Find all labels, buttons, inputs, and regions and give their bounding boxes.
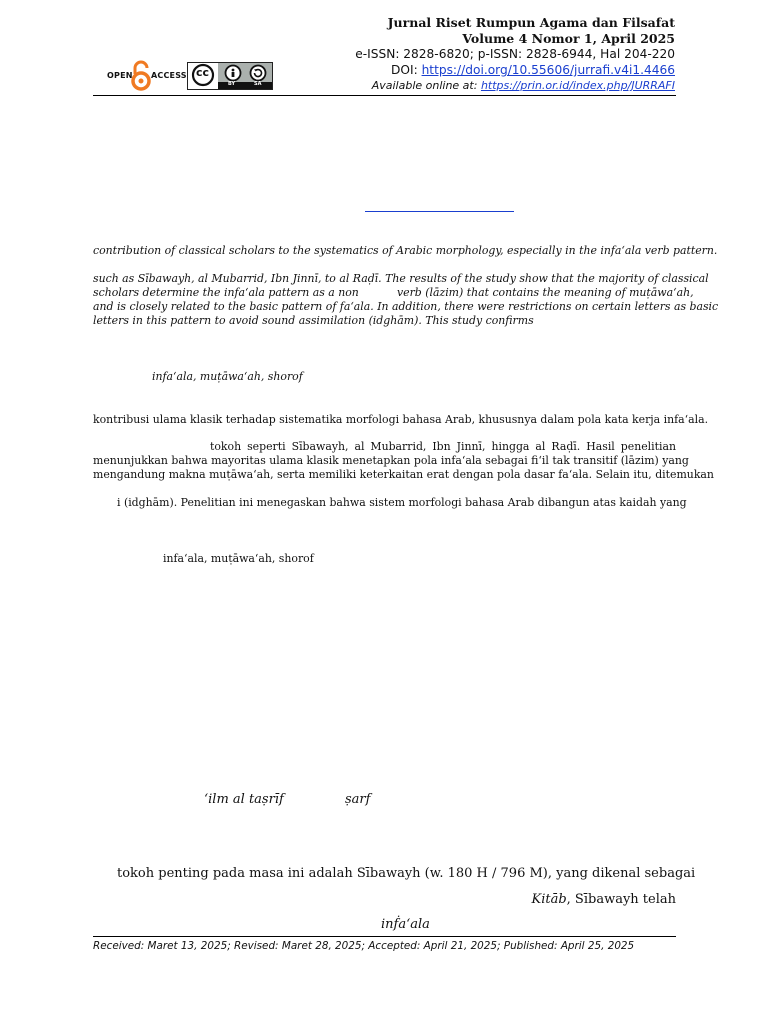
abstract-id-line-3: menunjukkan bahwa mayoritas ulama klasik menetapkan pola infa‘ala sebagai fi‘il tak transitif (lāzim) yang bbox=[93, 454, 689, 467]
term-ilm-al-tasrif: ‘ilm al taṣrīf bbox=[204, 792, 284, 807]
available-line bbox=[372, 79, 675, 92]
journal-title: Jurnal Riset Rumpun Agama dan Filsafat bbox=[387, 15, 675, 30]
body-line-1: tokoh penting pada masa ini adalah Sībawayh (w. 180 H / 796 M), yang dikenal sebagai bbox=[117, 866, 696, 881]
abstract-id-line-2: tokoh seperti Sībawayh, al Mubarrid, Ibn Jinnī, hingga al Raḍī. Hasil penelitian bbox=[210, 440, 676, 453]
abstract-en-line-3b: verb (lāzim) that contains the meaning of muṭāwa‘ah, bbox=[397, 286, 694, 299]
keywords-en: infa‘ala, muṭāwa‘ah, shorof bbox=[152, 370, 303, 383]
abstract-en-line-3a: scholars determine the infa‘ala pattern as a non bbox=[93, 286, 359, 299]
by-text: BY bbox=[228, 81, 236, 87]
body-line-2-rest: , Sībawayh telah bbox=[566, 892, 676, 907]
journal-issn: e-ISSN: 2828-6820; p-ISSN: 2828-6944, Hal 204-220 bbox=[355, 47, 675, 61]
abstract-en-line-1: contribution of classical scholars to the systematics of Arabic morphology, especially in the infa‘ala verb pattern. bbox=[93, 244, 718, 257]
journal-volume: Volume 4 Nomor 1, April 2025 bbox=[462, 31, 675, 46]
cc-text: cc bbox=[196, 66, 210, 79]
abstract-id-line-1: kontribusi ulama klasik terhadap sistematika morfologi bahasa Arab, khususnya dalam pola kata kerja infa‘ala. bbox=[93, 413, 709, 426]
open-lock-icon bbox=[130, 60, 152, 92]
share-alike-icon bbox=[251, 66, 266, 81]
abstract-en-line-3 bbox=[93, 286, 694, 300]
doi-link[interactable]: https://doi.org/10.55606/jurrafi.v4i1.4466 bbox=[421, 63, 675, 77]
doi-line bbox=[391, 63, 675, 77]
keywords-id: infa‘ala, muṭāwa‘ah, shorof bbox=[163, 552, 314, 565]
abstract-en-line-5: letters in this pattern to avoid sound assimilation (idghām). This study confirms bbox=[93, 314, 534, 327]
term-sarf: ṣarf bbox=[345, 792, 371, 807]
abstract-id-line-5: i (idghām). Penelitian ini menegaskan bahwa sistem morfologi bahasa Arab dibangun atas kaidah yang bbox=[117, 496, 687, 509]
access-text: ACCESS bbox=[151, 71, 187, 80]
email-underline bbox=[365, 211, 514, 212]
received-dates: Received: Maret 13, 2025; Revised: Maret 28, 2025; Accepted: April 21, 2025; Published: April 25, 2025 bbox=[93, 940, 635, 952]
header-rule bbox=[93, 95, 676, 96]
abstract-en-line-4: and is closely related to the basic pattern of fa‘ala. In addition, there were restrictions on certain letters as basic bbox=[93, 300, 719, 313]
open-text: OPEN bbox=[107, 71, 133, 80]
available-label: Available online at: bbox=[371, 79, 481, 92]
journal-site-link[interactable]: https://prin.or.id/index.php/JURRAFI bbox=[480, 79, 675, 92]
abstract-en-line-2: such as Sībawayh, al Mubarrid, Ibn Jinnī, to al Raḍī. The results of the study show that the majority of classical bbox=[93, 272, 709, 285]
cc-by-sa-badge bbox=[187, 62, 273, 90]
open-access-logo bbox=[107, 62, 187, 90]
footer-rule bbox=[93, 936, 676, 937]
doi-label: DOI: bbox=[391, 63, 422, 77]
abstract-id-line-4: mengandung makna muṭāwa‘ah, serta memiliki keterkaitan erat dengan pola dasar fa‘ala. Selain itu, ditemukan bbox=[93, 468, 714, 481]
term-infaala: inḟa‘ala bbox=[381, 917, 430, 932]
kitab-term: Kitāb bbox=[531, 892, 567, 907]
sa-text: SA bbox=[254, 81, 262, 87]
body-line-2 bbox=[532, 892, 677, 907]
